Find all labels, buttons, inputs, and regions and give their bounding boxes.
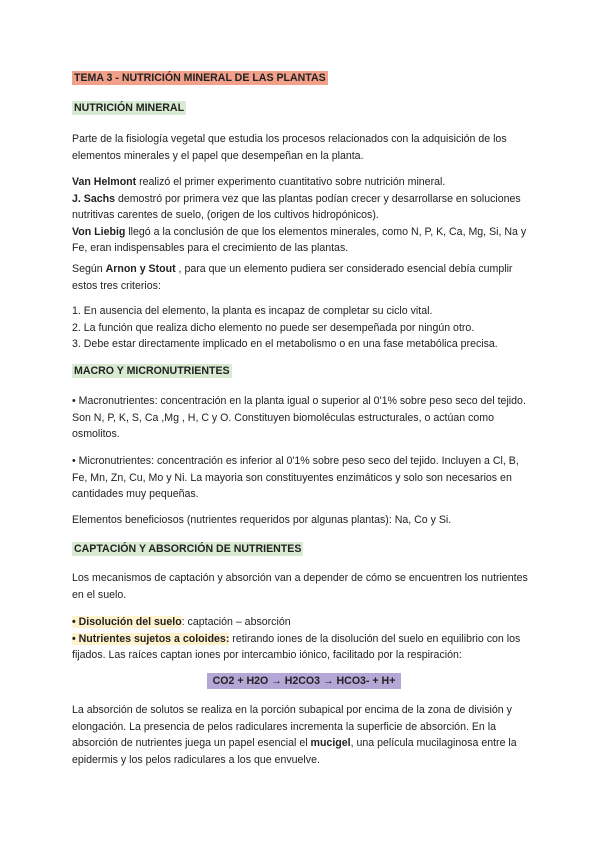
section1-heading xyxy=(72,100,536,117)
equation-text: CO2 + H2O → H2CO3 → HCO3- + H+ xyxy=(207,673,402,689)
section3-heading-text: CAPTACIÓN Y ABSORCIÓN DE NUTRIENTES xyxy=(74,543,302,555)
closing-paragraph: La absorción de solutos se realiza en la porción subapical por encima de la zona de división y elongación. La presencia de pelos radiculares incrementa la superficie de absorción. En la absorción de nutrientes juega un papel esencial el mucigel, una película mucilaginosa entre la epidermis y los pelos radiculares a los que envuelve. xyxy=(72,704,517,766)
history-name: Van Helmont xyxy=(72,176,137,188)
criteria-item: 2. La función que realiza dicho elemento no puede ser desempeñada por ningún otro. xyxy=(72,321,475,334)
title-text: TEMA 3 - NUTRICIÓN MINERAL DE LAS PLANTAS xyxy=(74,72,326,84)
history-item xyxy=(72,174,536,191)
absorption-item-label: • Nutrientes sujetos a coloides: xyxy=(72,632,230,645)
document-title xyxy=(72,70,536,87)
criteria-authors: Arnon y Stout xyxy=(105,263,176,275)
criteria-item: 3. Debe estar directamente implicado en el metabolismo o en una fase metabólica precisa. xyxy=(72,338,498,350)
absorption-item: • Disolución del suelo: captación – absorción xyxy=(72,616,291,628)
absorption-items xyxy=(72,614,536,664)
criteria-list xyxy=(72,303,536,353)
section2-heading xyxy=(72,363,536,380)
mucigel-term: mucigel xyxy=(310,737,351,749)
beneficial-elements: Elementos beneficiosos (nutrientes requeridos por algunas plantas): Na, Co y Si. xyxy=(72,514,452,526)
history-list xyxy=(72,174,536,257)
micronutrients-paragraph: • Micronutrientes: concentración es inferior al 0'1% sobre peso seco del tejido. Incluyen a Cl, B, Fe, Mn, Zn, Cu, Mo y Ni. La mayoria son constituyentes enzimáticos y solo son necesarios en cantidades muy pequeñas. xyxy=(72,455,519,500)
history-text: llegó a la conclusión de que los elementos minerales, como N, P, K, Ca, Mg, Si, Na y Fe, eran indispensables para el crecimiento de las plantas. xyxy=(72,225,527,254)
history-item xyxy=(72,191,536,224)
history-item xyxy=(72,224,536,257)
absorption-item: • Nutrientes sujetos a coloides: retirando iones de la disolución del suelo en equilibrio con los fijados. Las raíces captan iones por intercambio iónico, facilitado por la respiración: xyxy=(72,632,521,661)
absorption-item-label: • Disolución del suelo xyxy=(72,616,182,628)
criteria-item: 1. En ausencia del elemento, la planta es incapaz de completar su ciclo vital. xyxy=(72,305,433,317)
section2-heading-text: MACRO Y MICRONUTRIENTES xyxy=(74,365,230,377)
section1-heading-text: NUTRICIÓN MINERAL xyxy=(74,102,185,114)
criteria-intro: Según Arnon y Stout , para que un elemento pudiera ser considerado esencial debía cumplir estos tres criterios: xyxy=(72,263,513,292)
section3-intro: Los mecanismos de captación y absorción van a depender de cómo se encuentren los nutrientes en el suelo. xyxy=(72,572,528,601)
macronutrients-paragraph: • Macronutrientes: concentración en la planta igual o superior al 0'1% sobre peso seco del tejido. Son N, P, K, S, Ca ,Mg , H, C y O. Constituyen biomoléculas estructurales, o actúan como osmolitos. xyxy=(72,395,526,440)
section1-intro: Parte de la fisiología vegetal que estudia los procesos relacionados con la adquisición de los elementos minerales y el papel que desempeñan en la planta. xyxy=(72,133,507,162)
history-text: realizó el primer experimento cuantitativo sobre nutrición mineral. xyxy=(136,176,446,188)
history-name: J. Sachs xyxy=(72,192,115,205)
history-name: Von Liebig xyxy=(72,225,126,238)
history-text: demostró por primera vez que las plantas podían crecer y desarrollarse en soluciones nutritivas carentes de suelo, (origen de los cultivos hidropónicos). xyxy=(72,192,521,221)
equation xyxy=(72,673,536,690)
section3-heading xyxy=(72,541,536,558)
